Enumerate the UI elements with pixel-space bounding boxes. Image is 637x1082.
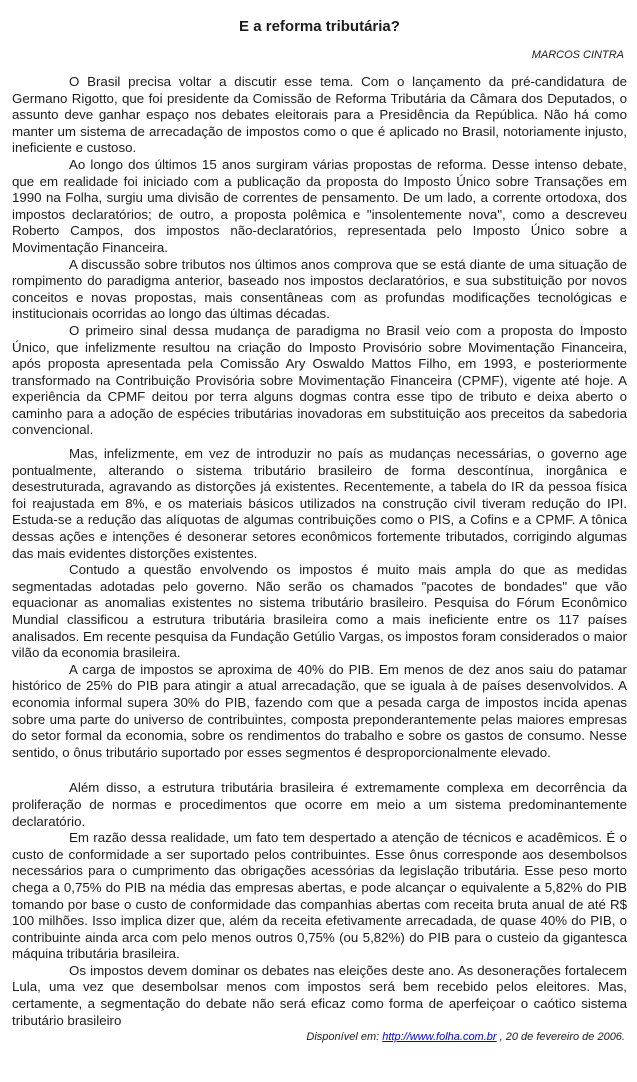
source-attribution-suffix: , 20 de fevereiro de 2006. [496, 1031, 625, 1044]
source-attribution [12, 1031, 627, 1043]
article-title: E a reforma tributária? [239, 18, 400, 35]
source-link[interactable]: http://www.folha.com.br [382, 1031, 497, 1044]
article-paragraph: A carga de impostos se aproxima de 40% do PIB. Em menos de dez anos saiu do patamar histórico de 25% do PIB para atingir a atual arrecadação, que se iguala à de países desenvolvidos. A economia informal supera 30% do PIB, fazendo com que a pesada carga de impostos incida apenas sobre uma parte do universo de contribuintes, composta preponderantemente pelas maiores empresas do setor formal da economia, sobre os rendimentos do trabalho e sobre os gastos de consumo. Nesse sentido, o ônus tributário suportado por esses segmentos é desproporcionalmente elevado. [12, 661, 627, 760]
article-paragraph: Os impostos devem dominar os debates nas eleições deste ano. As desonerações fortalecem Lula, uma vez que desembolsar menos com impostos será bem recebido pelos eleitores. Mas, certamente, a segmentação do debate não será eficaz como forma de aperfeiçoar o caótico sistema tributário brasileiro [12, 962, 627, 1028]
article-paragraph: Em razão dessa realidade, um fato tem despertado a atenção de técnicos e acadêmicos. É o custo de conformidade a ser suportado pelos contribuintes. Esse ônus corresponde aos desembolsos necessários para o cumprimento das obrigações acessórias da legislação tributária. Esse peso morto chega a 0,75% do PIB na média das empresas abertas, e pode alcançar o equivalente a 5,82% do PIB tomando por base o custo de conformidade das companhias abertas com receita bruta anual de até R$ 100 milhões. Isso implica dizer que, além da receita efetivamente arrecadada, de quase 40% do PIB, o contribuinte ainda arca com pelo menos outros 0,75% (ou 5,82%) do PIB para o custeio da gigantesca máquina tributária brasileira. [12, 830, 627, 962]
article-paragraph: O primeiro sinal dessa mudança de paradigma no Brasil veio com a proposta do Imposto Único, que infelizmente resultou na criação do Imposto Provisório sobre Movimentação Financeira, após proposta apresentada pela Comissão Ary Oswaldo Mattos Filho, em 1993, e posteriormente transformado na Contribuição Provisória sobre Movimentação Financeira (CPMF), vigente até hoje. A experiência da CPMF deitou por terra alguns dogmas contra esse tipo de tributo e deixa aberto o caminho para a adoção de espécies tributárias inovadoras em substituição aos preceitos da sabedoria convencional. [12, 322, 627, 438]
article-paragraph: Além disso, a estrutura tributária brasileira é extremamente complexa em decorrência da proliferação de normas e procedimentos que ocorre em meio a um sistema predominantemente declaratório. [12, 780, 627, 829]
article-body [12, 74, 627, 1029]
article-paragraph: Contudo a questão envolvendo os impostos é muito mais ampla do que as medidas segmentadas adotadas pelo governo. Não serão os chamados "pacotes de bondades" que vão equacionar as anomalias existentes no sistema tributário brasileiro. Pesquisa do Fórum Econômico Mundial classificou a estrutura tributária brasileira como a mais ineficiente entre os 117 países analisados. Em recente pesquisa da Fundação Getúlio Vargas, os impostos foram considerados o maior vilão da economia brasileira. [12, 562, 627, 661]
article-byline: MARCOS CINTRA [531, 49, 624, 61]
source-attribution-prefix: Disponível em: [306, 1031, 383, 1044]
article-paragraph: Ao longo dos últimos 15 anos surgiram várias propostas de reforma. Desse intenso debate, que em realidade foi iniciado com a publicação da proposta do Imposto Único sobre Transações em 1990 na Folha, surgiu uma divisão de correntes de pensamento. De um lado, a corrente ortodoxa, dos impostos declaratórios; de outro, a proposta polêmica e "insolentemente nova", como a descreveu Roberto Campos, dos impostos não-declaratórios, representada pelo Imposto Único sobre a Movimentação Financeira. [12, 156, 627, 255]
article-paragraph: Mas, infelizmente, em vez de introduzir no país as mudanças necessárias, o governo age pontualmente, alterando o sistema tributário brasileiro de forma descontínua, inorgânica e desestruturada, agravando as distorções já existentes. Recentemente, a tabela do IR da pessoa física foi reajustada em 8%, e os materiais básicos utilizados na construção civil tiveram redução do IPI. Estuda-se a redução das alíquotas de algumas contribuições como o PIS, a Cofins e a CPMF. A tônica dessas ações e intenções é desonerar setores econômicos fortemente tributados, corrigindo algumas das mais evidentes distorções existentes. [12, 446, 627, 561]
article-paragraph: A discussão sobre tributos nos últimos anos comprova que se está diante de uma situação de rompimento do paradigma anterior, baseado nos impostos declaratórios, e sua substituição por novos conceitos e novas propostas, mais consentâneas com as profundas modificações tecnológicas e institucionais ocorridas ao longo das últimas décadas. [12, 256, 627, 322]
article-paragraph: O Brasil precisa voltar a discutir esse tema. Com o lançamento da pré-candidatura de Germano Rigotto, que foi presidente da Comissão de Reforma Tributária da Câmara dos Deputados, o assunto deve ganhar espaço nos debates eleitorais para a Presidência da República. Não há como manter um sistema de arrecadação de impostos como o que é aplicado no Brasil, notoriamente injusto, ineficiente e custoso. [12, 74, 627, 156]
